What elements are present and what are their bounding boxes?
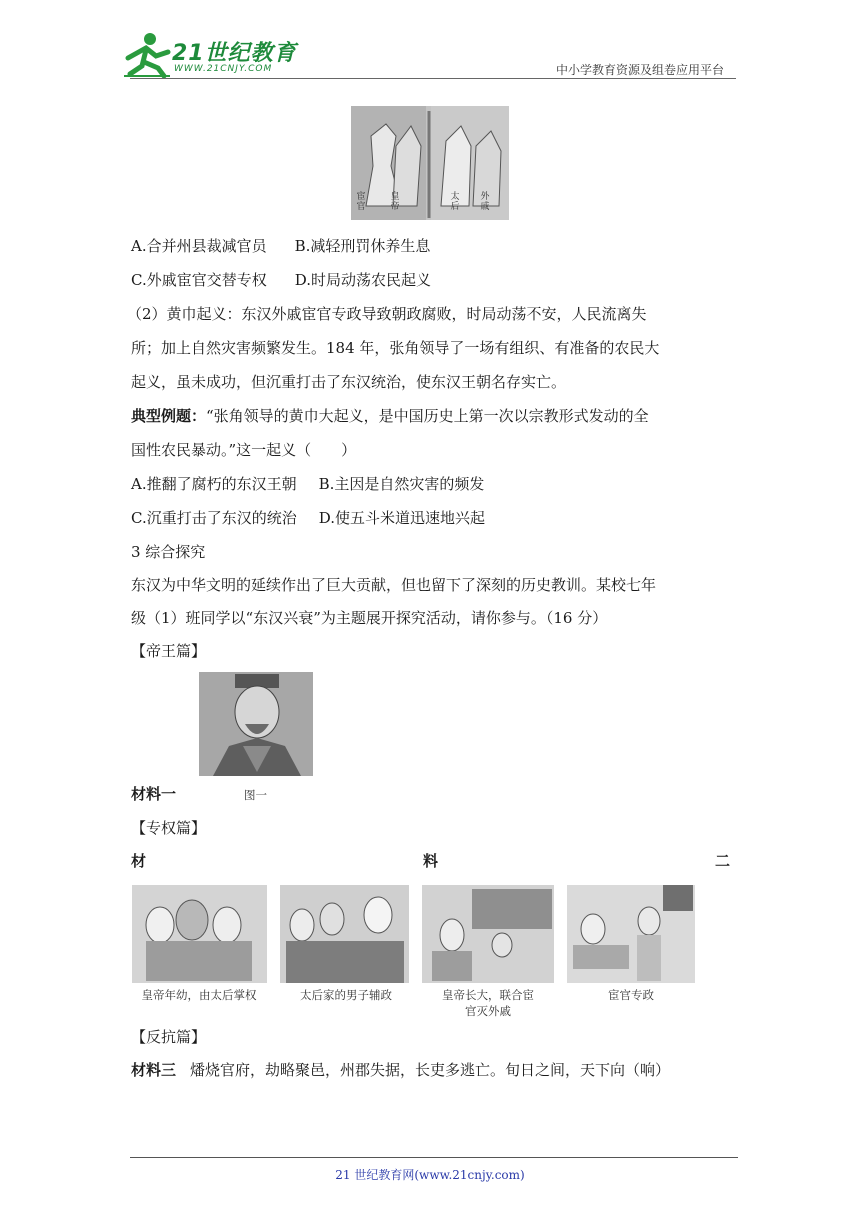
section3-title: 3 综合探究 [131, 543, 206, 561]
example-label: 典型例题： [131, 407, 207, 425]
cartoon-image-4 [567, 885, 695, 983]
material-three-text: 燔烧官府，劫略聚邑，州郡失据，长吏多逃亡。旬日之间，天下向（响） [190, 1061, 671, 1079]
caption-consort-men-rule: 太后家的男子辅政 [300, 988, 392, 1002]
q2-option-row-2 [131, 508, 485, 528]
example-line-1 [131, 406, 649, 426]
section3-line-1: 东汉为中华文明的延续作出了巨大贡献，但也留下了深刻的历史教训。某校七年 [131, 576, 657, 594]
cartoon-image-3 [422, 885, 554, 983]
q1-option-a: A.合并州县裁减官员 [131, 237, 267, 255]
resist-heading: 【反抗篇】 [131, 1028, 207, 1046]
cartoon-eunuch-rule [567, 885, 695, 983]
cartoon-consort-men-rule [280, 885, 409, 983]
material-three-label: 材料三 [131, 1061, 177, 1079]
header-divider [130, 78, 736, 79]
q1-option-b: B.减轻刑罚休养生息 [294, 237, 431, 255]
cartoon-image-2 [280, 885, 409, 983]
cartoon-empress-regency [132, 885, 267, 983]
figure-label-consort-clan: 外戚 [480, 192, 490, 212]
q2-option-a: A.推翻了腐朽的东汉王朝 [131, 475, 297, 493]
q2-option-c: C.沉重打击了东汉的统治 [131, 509, 297, 527]
q2-option-d: D.使五斗米道迅速地兴起 [318, 509, 485, 527]
logo-url: WWW.21CNJY.COM [174, 64, 273, 74]
q1-option-row-1 [131, 236, 430, 256]
q1-option-c: C.外戚宦官交替专权 [131, 271, 267, 289]
q1-option-row-2 [131, 270, 431, 290]
power-heading: 【专权篇】 [131, 819, 207, 837]
eunuch-emperor-illustration [351, 106, 509, 220]
runner-logo-icon [120, 30, 172, 78]
example-line-2: 国性农民暴动。”这一起义（ ） [131, 441, 357, 459]
section2-line-1: （2）黄巾起义：东汉外戚宦官专政导致朝政腐败，时局动荡不安，人民流离失 [127, 305, 647, 323]
example-question-text: “张角领导的黄巾大起义，是中国历史上第一次以宗教形式发动的全 [206, 407, 649, 425]
material-three-line [131, 1060, 670, 1080]
q2-option-b: B.主因是自然灾害的频发 [318, 475, 485, 493]
footer-site-link[interactable]: 21 世纪教育网(www.21cnjy.com) [335, 1168, 525, 1182]
cartoon-image-1 [132, 885, 267, 983]
header-platform-text: 中小学教育资源及组卷应用平台 [555, 63, 724, 77]
q2-option-row-1 [131, 474, 484, 494]
section3-line-2: 级（1）班同学以“东汉兴衰”为主题展开探究活动，请你参与。（16 分） [131, 609, 608, 627]
cartoon-emperor-eunuch-alliance [422, 885, 554, 983]
emperor-portrait [199, 672, 313, 776]
caption-empress-regency: 皇帝年幼，由太后掌权 [141, 988, 257, 1002]
figure-label-empress-dowager: 太后 [450, 192, 460, 212]
footer-divider [130, 1157, 738, 1158]
logo-text: 21世纪教育 [172, 41, 297, 66]
material-one-label: 材料一 [131, 785, 177, 803]
q1-option-d: D.时局动荡农民起义 [294, 271, 431, 289]
emperor-heading: 【帝王篇】 [131, 642, 207, 660]
figure-label-emperor: 皇帝 [390, 192, 400, 212]
section2-line-3: 起义，虽未成功，但沉重打击了东汉统治，使东汉王朝名存实亡。 [131, 373, 567, 391]
section2-line-2: 所；加上自然灾害频繁发生。184 年，张角领导了一场有组织、有准备的农民大 [131, 339, 660, 357]
figure-one-caption: 图一 [244, 788, 267, 802]
caption-eunuch-rule: 宦官专政 [608, 988, 654, 1002]
emperor-portrait-image [199, 672, 313, 776]
material-two-char-2: 料 [423, 852, 439, 870]
material-two-char-1: 材 [131, 852, 147, 870]
caption-emperor-alliance-line1: 皇帝长大，联合宦 [442, 988, 534, 1002]
site-logo [120, 30, 300, 80]
figure-label-eunuch: 宦官 [356, 192, 366, 212]
caption-emperor-alliance-line2: 官灭外戚 [465, 1004, 511, 1018]
material-two-char-3: 二 [715, 852, 731, 870]
